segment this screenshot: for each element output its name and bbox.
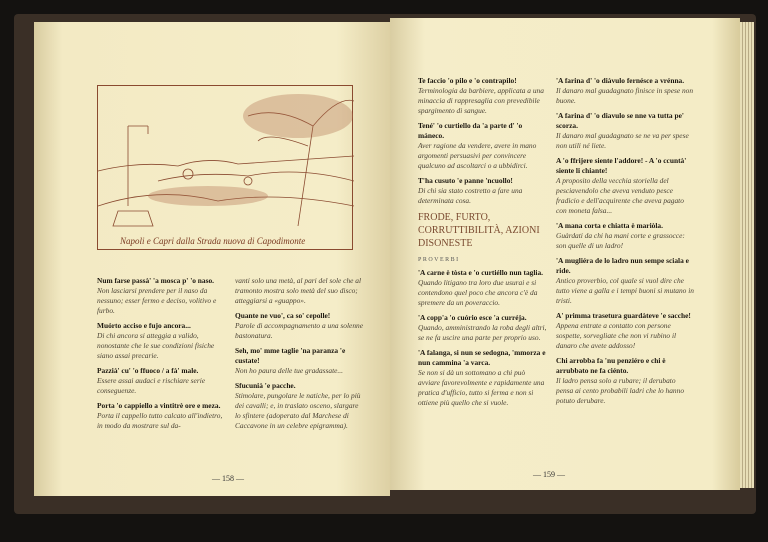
entry-title: A' primma trasetura guardàteve 'e sacche!: [556, 311, 691, 320]
entry-text: Porta il cappello tutto calcato all'indietro, in modo da mostrare sul da-: [97, 411, 223, 430]
entry-text: Terminologia da barbiere, applicata a una minaccia di rappresaglia con prevedibile spargimento di sangue.: [418, 86, 544, 115]
entry-text: Il danaro mal guadagnato se ne va per spese non utili né liete.: [556, 131, 689, 150]
page-number-right: — 159 —: [533, 470, 565, 479]
entry: [418, 176, 548, 206]
entry-text: Non lasciarsi prendere per il naso da nessuno; esser fermo e deciso, volitivo e furbo.: [97, 286, 217, 315]
entry-title: 'A copp'a 'o cuório esce 'a curréja.: [418, 313, 527, 322]
entry: [97, 276, 227, 316]
entry: [235, 381, 363, 431]
entry: [235, 276, 363, 306]
entry: [235, 346, 363, 376]
entry: [556, 221, 694, 251]
entry-text: Stimolare, pungolare le natiche, per lo più dei cavalli; e, in traslato osceno, slargare lo sfintere (adoperato dal Marchese di Caccavone in un celebre epigramma).: [235, 391, 361, 430]
entry: [556, 111, 694, 151]
entry: [556, 356, 694, 406]
illustration-caption: Napoli e Capri dalla Strada nuova di Capodimonte: [120, 236, 306, 246]
entry: [556, 311, 694, 351]
entry-title: T'ha cusuto 'e panne 'ncuollo!: [418, 176, 513, 185]
entry-text: Di chi sia stato costretto a fare una determinata cosa.: [418, 186, 523, 205]
entry-title: 'A falanga, si nun se sedogna, 'mmorza e nun cammina 'a varca.: [418, 348, 546, 367]
entry-text: Appena entrate a contatto con persone sospette, sorvegliate che non vi rubino il danaro che avete addosso!: [556, 321, 677, 350]
entry-text: vanti solo una metà, al pari del sole che al tramonto mostra solo metà del suo disco; atteggiarsi a «guappo».: [235, 276, 362, 305]
page-number-left: — 158 —: [212, 474, 244, 483]
entry: [556, 256, 694, 306]
entry-title: Pazzià' cu' 'o ffuoco / a fà' male.: [97, 366, 199, 375]
entry-title: Te faccio 'o pilo e 'o contrapilo!: [418, 76, 517, 85]
left-column-1: [97, 276, 227, 436]
entry-text: Il ladro pensa solo a rubare; il derubato pensa ai cento probabili ladri che lo hanno potuto derubare.: [556, 376, 685, 405]
entry-title: 'A mugliéra de lo ladro nun sempe sciala e ride.: [556, 256, 689, 275]
entry-title: Num farse passà' 'a mosca p' 'o naso.: [97, 276, 215, 285]
entry-text: Parole di accompagnamento a una solenne bastonatura.: [235, 321, 364, 340]
entry: [97, 366, 227, 396]
illustration: [97, 85, 353, 250]
entry: [556, 76, 694, 106]
entry-title: 'A farina d' 'o diàvulo fernésce a vrénna.: [556, 76, 685, 85]
entry-text: Il danaro mal guadagnato finisce in spese non buone.: [556, 86, 694, 105]
entry-title: 'A mana corta e chiatta è mariòla.: [556, 221, 663, 230]
entry-title: Sfucunià 'e pacche.: [235, 381, 296, 390]
entry: [418, 121, 548, 171]
entry-title: 'A farina d' 'o diavulo se nne va tutta pe' scorza.: [556, 111, 684, 130]
section-subtitle: PROVERBI: [418, 257, 460, 263]
page-edges: [740, 22, 754, 488]
entry: [235, 311, 363, 341]
entry-text: Quando, amministrando la roba degli altri, se ne fa uscire una parte per proprio uso.: [418, 323, 547, 342]
entry: [556, 156, 694, 216]
right-column-2: [556, 76, 694, 411]
entry-title: Chi arrobba fa 'nu penziéro e chi è arrubbato ne fa ciénto.: [556, 356, 666, 375]
entry: [97, 321, 227, 361]
left-column-2: [235, 276, 363, 436]
entry-text: Guàrdati da chi ha mani corte e grassocce: son quelle di un ladro!: [556, 231, 685, 250]
entry-title: Quante ne vuo', ca so' cepolle!: [235, 311, 331, 320]
entry-title: Tené' 'o curtiello da 'a parte d' 'o máneco.: [418, 121, 523, 140]
entry: [418, 76, 548, 116]
section-title: FRODE, FURTO, CORRUTTIBILITÀ, AZIONI DISONESTE: [418, 212, 540, 249]
entry-text: A proposito della vecchia storiella del pesciavendolo che aveva venduto pesce fradicio e dell'acquirente che aveva pagato con moneta falsa...: [556, 176, 684, 215]
entry: [418, 313, 548, 343]
entry-text: Non ho paura delle tue gradassate...: [235, 366, 343, 375]
entry-text: Di chi ancora si atteggia a valido, nonostante che le sue condizioni fisiche siano assai precarie.: [97, 331, 215, 360]
entry-text: Essere assai audaci e rischiare serie conseguenze.: [97, 376, 206, 395]
entry: [418, 348, 548, 408]
entry-title: 'A carne è tòsta e 'o curtiéllo nun taglia.: [418, 268, 544, 277]
entry: [418, 268, 548, 308]
entry-title: Muórto acciso e fujo ancora...: [97, 321, 191, 330]
entry-text: Quando litigano tra loro due usurai e si contendono quel poco che ancora c'è da spremere da un poveraccio.: [418, 278, 538, 307]
entry-title: Seh, mo' mme taglie 'na paranza 'e custate!: [235, 346, 346, 365]
entry-title: A 'o ffrijere siente l'addore! - A 'o ccuntà' siente li chiante!: [556, 156, 687, 175]
entry-text: Se non si dà un sottomano a chi può avviare favorevolmente e rapidamente una pratica d'ufficio, tutto si ferma e non si ottiene più quello che si vuole.: [418, 368, 545, 407]
entry-text: Aver ragione da vendere, avere in mano argomenti persuasivi per convincere qualcuno ad ascoltarci o a ubbidirci.: [418, 141, 537, 170]
entry-title: Porta 'o cappiello a vintitrè ore e meza.: [97, 401, 221, 410]
right-column-1: [418, 76, 548, 413]
entry-text: Antico proverbio, col quale si vuol dire che tutto viene a galla e i tempi buoni si mutano in tristi.: [556, 276, 694, 305]
landscape-engraving: [98, 86, 354, 251]
entry: [97, 401, 227, 431]
